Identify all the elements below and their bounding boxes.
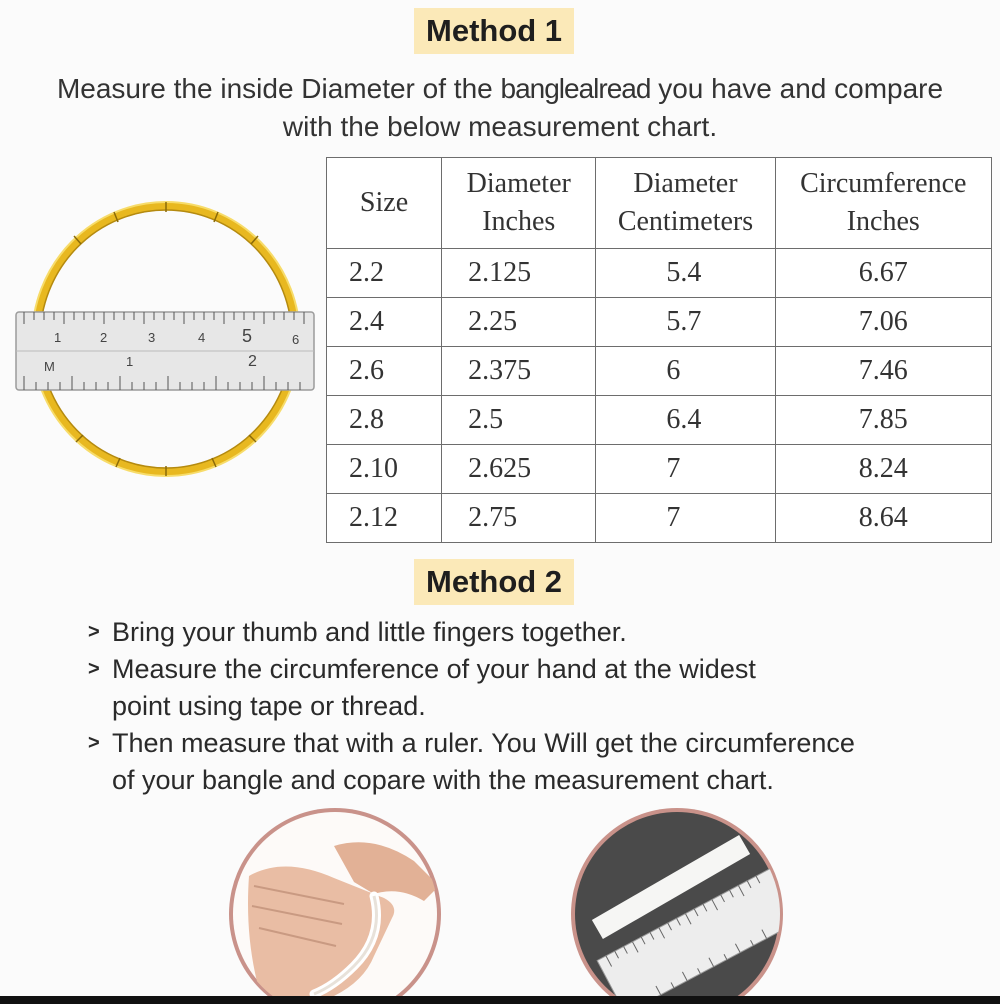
bottom-edge-bar (0, 996, 1000, 1004)
table-row (327, 494, 992, 543)
table-header-row (327, 158, 992, 249)
table-row (327, 396, 992, 445)
bullet-line2: point using tape or thread. (112, 691, 426, 721)
ruler-inch-label-2: 2 (248, 353, 257, 370)
method-1-instructions (0, 70, 1000, 146)
list-item (88, 651, 988, 725)
ruler-illustration (16, 312, 314, 390)
hand-thread-illustration (224, 806, 446, 1004)
cell-size: 2.10 (327, 445, 442, 494)
bullet-line2: of your bangle and copare with the measurement chart. (112, 765, 774, 795)
header-diameter-cm (596, 158, 775, 249)
cell-size: 2.8 (327, 396, 442, 445)
ruler-left-mark: M (44, 359, 55, 374)
cell-circumference: 7.06 (775, 298, 991, 347)
method-1-badge: Method 1 (414, 8, 574, 54)
header-diameter-cm-line1: Diameter (633, 168, 738, 199)
header-circumference (775, 158, 991, 249)
list-item (88, 725, 988, 799)
header-circumference-line1: Circumference (800, 168, 967, 199)
cell-circumference: 7.85 (775, 396, 991, 445)
intro-text-part1: Measure the inside Diameter of the (56, 73, 501, 104)
bullet-arrow-icon: > (88, 732, 100, 754)
ruler-cm-label-6: 6 (292, 332, 300, 347)
cell-diameter-inches: 2.125 (442, 249, 596, 298)
bangle-illustration (14, 196, 320, 490)
cell-size: 2.4 (327, 298, 442, 347)
cell-diameter-cm: 6.4 (596, 396, 775, 445)
cell-circumference: 7.46 (775, 347, 991, 396)
cell-circumference: 6.67 (775, 249, 991, 298)
ruler-cm-label-3: 3 (148, 330, 156, 345)
header-diameter-inches-line1: Diameter (466, 168, 571, 199)
bullet-line1: Measure the circumference of your hand at the widest (112, 654, 756, 684)
table-row (327, 347, 992, 396)
table-row (327, 298, 992, 347)
table-row (327, 249, 992, 298)
cell-diameter-cm: 5.4 (596, 249, 775, 298)
ruler-cm-label-5: 5 (242, 326, 253, 346)
header-diameter-cm-line2: Centimeters (617, 206, 754, 237)
cell-size: 2.12 (327, 494, 442, 543)
table-row (327, 445, 992, 494)
ruler-cm-label-1: 1 (54, 330, 62, 345)
method-2-instructions (88, 614, 988, 799)
cell-diameter-cm: 6 (596, 347, 775, 396)
bullet-line1: Then measure that with a ruler. You Will get the circumference (112, 728, 855, 758)
cell-diameter-inches: 2.25 (442, 298, 596, 347)
ruler-cm-label-2: 2 (100, 330, 108, 345)
cell-size: 2.6 (327, 347, 442, 396)
list-item (88, 614, 988, 651)
ruler-cm-label-4: 4 (198, 330, 206, 345)
cell-diameter-inches: 2.625 (442, 445, 596, 494)
bullet-line1: Bring your thumb and little fingers together. (112, 617, 627, 647)
bullet-arrow-icon: > (88, 621, 100, 643)
method-2-badge: Method 2 (414, 559, 574, 605)
cell-diameter-inches: 2.375 (442, 347, 596, 396)
cell-diameter-cm: 7 (596, 445, 775, 494)
header-diameter-inches-line2: Inches (482, 206, 556, 237)
thread-ruler-illustration (566, 806, 788, 1004)
cell-diameter-inches: 2.75 (442, 494, 596, 543)
cell-size: 2.2 (327, 249, 442, 298)
ruler-inch-label-1: 1 (126, 354, 134, 369)
bullet-arrow-icon: > (88, 658, 100, 680)
intro-text-condensed: banglealread (500, 73, 651, 104)
cell-diameter-cm: 7 (596, 494, 775, 543)
intro-text-part2: you have and compare (650, 73, 944, 104)
intro-text-line2: with the below measurement chart. (282, 111, 718, 142)
measurement-chart (326, 157, 992, 543)
cell-circumference: 8.24 (775, 445, 991, 494)
header-circumference-line2: Inches (846, 206, 920, 237)
header-diameter-inches (442, 158, 596, 249)
cell-circumference: 8.64 (775, 494, 991, 543)
header-size: Size (327, 158, 442, 249)
cell-diameter-cm: 5.7 (596, 298, 775, 347)
cell-diameter-inches: 2.5 (442, 396, 596, 445)
